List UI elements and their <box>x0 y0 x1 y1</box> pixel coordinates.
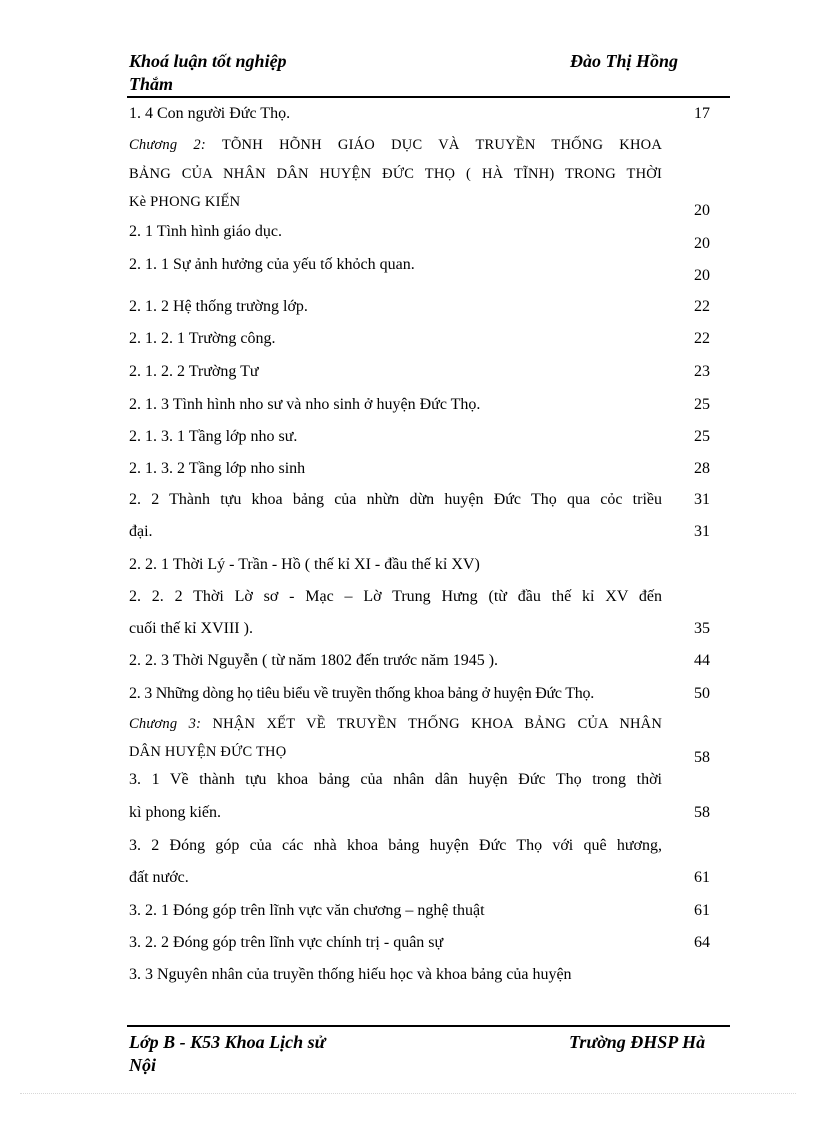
page-number: 20 <box>694 235 710 252</box>
header-author: Đào Thị Hồng <box>570 51 679 71</box>
page-number: 61 <box>694 902 710 919</box>
page-number: 22 <box>694 330 710 347</box>
toc-line: cuối thế kỉ XVIII ). <box>129 620 253 637</box>
toc-line: kì phong kiến. <box>129 804 221 821</box>
toc-line: 3. 2. 2 Đóng góp trên lĩnh vực chính trị - quân sự <box>129 934 444 951</box>
page-number: 25 <box>694 396 710 413</box>
toc-line: Kè PHONG KIẾN <box>129 194 241 210</box>
toc-line: 3. 1 Về thành tựu khoa bảng của nhân dân huyện Đức Thọ trong thời <box>129 771 662 788</box>
footer-rule <box>127 1025 730 1027</box>
toc-line-chapter-3 <box>129 714 662 734</box>
page-number: 22 <box>694 298 710 315</box>
page-number: 44 <box>694 652 710 669</box>
page-number: 20 <box>694 202 710 219</box>
chapter-label: Chương 2: <box>129 137 206 153</box>
toc-line: 2. 1. 3 Tình hình nho sư và nho sinh ở huyện Đức Thọ. <box>129 396 481 413</box>
toc-line: 3. 2. 1 Đóng góp trên lĩnh vực văn chương – nghệ thuật <box>129 902 485 919</box>
page-number: 25 <box>694 428 710 445</box>
toc-line: 1. 4 Con người Đức Thọ. <box>129 105 291 122</box>
toc-line: 2. 1. 2 Hệ thống trường lớp. <box>129 298 308 315</box>
toc-line: 2. 1. 2. 2 Trường Tư <box>129 363 259 380</box>
page-number: 61 <box>694 869 710 886</box>
footer-school-wrap: Nội <box>129 1055 156 1075</box>
page-number: 31 <box>694 491 710 508</box>
page-number: 28 <box>694 460 710 477</box>
footer-school: Trường ĐHSP Hà <box>569 1032 706 1052</box>
toc-line: 2. 3 Những dòng họ tiêu biểu về truyền thống khoa bảng ở huyện Đức Thọ. <box>129 685 595 702</box>
toc-line: 2. 1 Tình hình giáo dục. <box>129 223 283 240</box>
header-title: Khoá luận tốt nghiệp <box>129 51 287 71</box>
toc-line: 2. 2. 1 Thời Lý - Trần - Hồ ( thế kỉ XI - đầu thế kỉ XV) <box>129 556 480 573</box>
toc-line: 3. 3 Nguyên nhân của truyền thống hiếu học và khoa bảng của huyện <box>129 966 572 983</box>
toc-line-chapter-2 <box>129 135 662 155</box>
header-author-wrap: Thắm <box>129 74 174 94</box>
page-number: 58 <box>694 804 710 821</box>
toc-line: 2. 1. 3. 1 Tầng lớp nho sư. <box>129 428 298 445</box>
toc-line: 2. 2. 2 Thời Lờ sơ - Mạc – Lờ Trung Hưng (từ đầu thế kỉ XV đến <box>129 588 662 605</box>
toc-line: 2. 1. 1 Sự ảnh hưởng của yếu tố khỏch quan. <box>129 256 415 273</box>
page-number: 50 <box>694 685 710 702</box>
toc-line: BẢNG CỦA NHÂN DÂN HUYỆN ĐỨC THỌ ( HÀ TĨNH) TRONG THỜI <box>129 166 662 182</box>
page-number: 17 <box>694 105 710 122</box>
toc-line: 2. 2 Thành tựu khoa bảng của nhừn dừn huyện Đức Thọ qua cỏc triều <box>129 491 662 508</box>
page-number: 35 <box>694 620 710 637</box>
toc-line: 3. 2 Đóng góp của các nhà khoa bảng huyện Đức Thọ với quê hương, <box>129 837 662 854</box>
page-number: 64 <box>694 934 710 951</box>
page-number: 58 <box>694 749 710 766</box>
page-number: 20 <box>694 267 710 284</box>
page-edge-dots <box>20 1093 796 1094</box>
toc-line: 2. 2. 3 Thời Nguyễn ( từ năm 1802 đến trước năm 1945 ). <box>129 652 499 669</box>
page-number: 31 <box>694 523 710 540</box>
toc-line: DÂN HUYỆN ĐỨC THỌ <box>129 744 287 760</box>
chapter-title: NHẬN XẾT VỀ TRUYỀN THỐNG KHOA BẢNG CỦA NHÂN <box>212 716 663 732</box>
chapter-label: Chương 3: <box>129 716 202 732</box>
toc-line: đất nước. <box>129 869 189 886</box>
toc-line: 2. 1. 3. 2 Tầng lớp nho sinh <box>129 460 306 477</box>
page-number: 23 <box>694 363 710 380</box>
chapter-title: TÕNH HÕNH GIÁO DỤC VÀ TRUYỀN THỐNG KHOA <box>221 137 662 153</box>
footer-class: Lớp B - K53 Khoa Lịch sử <box>129 1032 326 1052</box>
toc-line: 2. 1. 2. 1 Trường công. <box>129 330 276 347</box>
toc-line: đại. <box>129 523 153 540</box>
